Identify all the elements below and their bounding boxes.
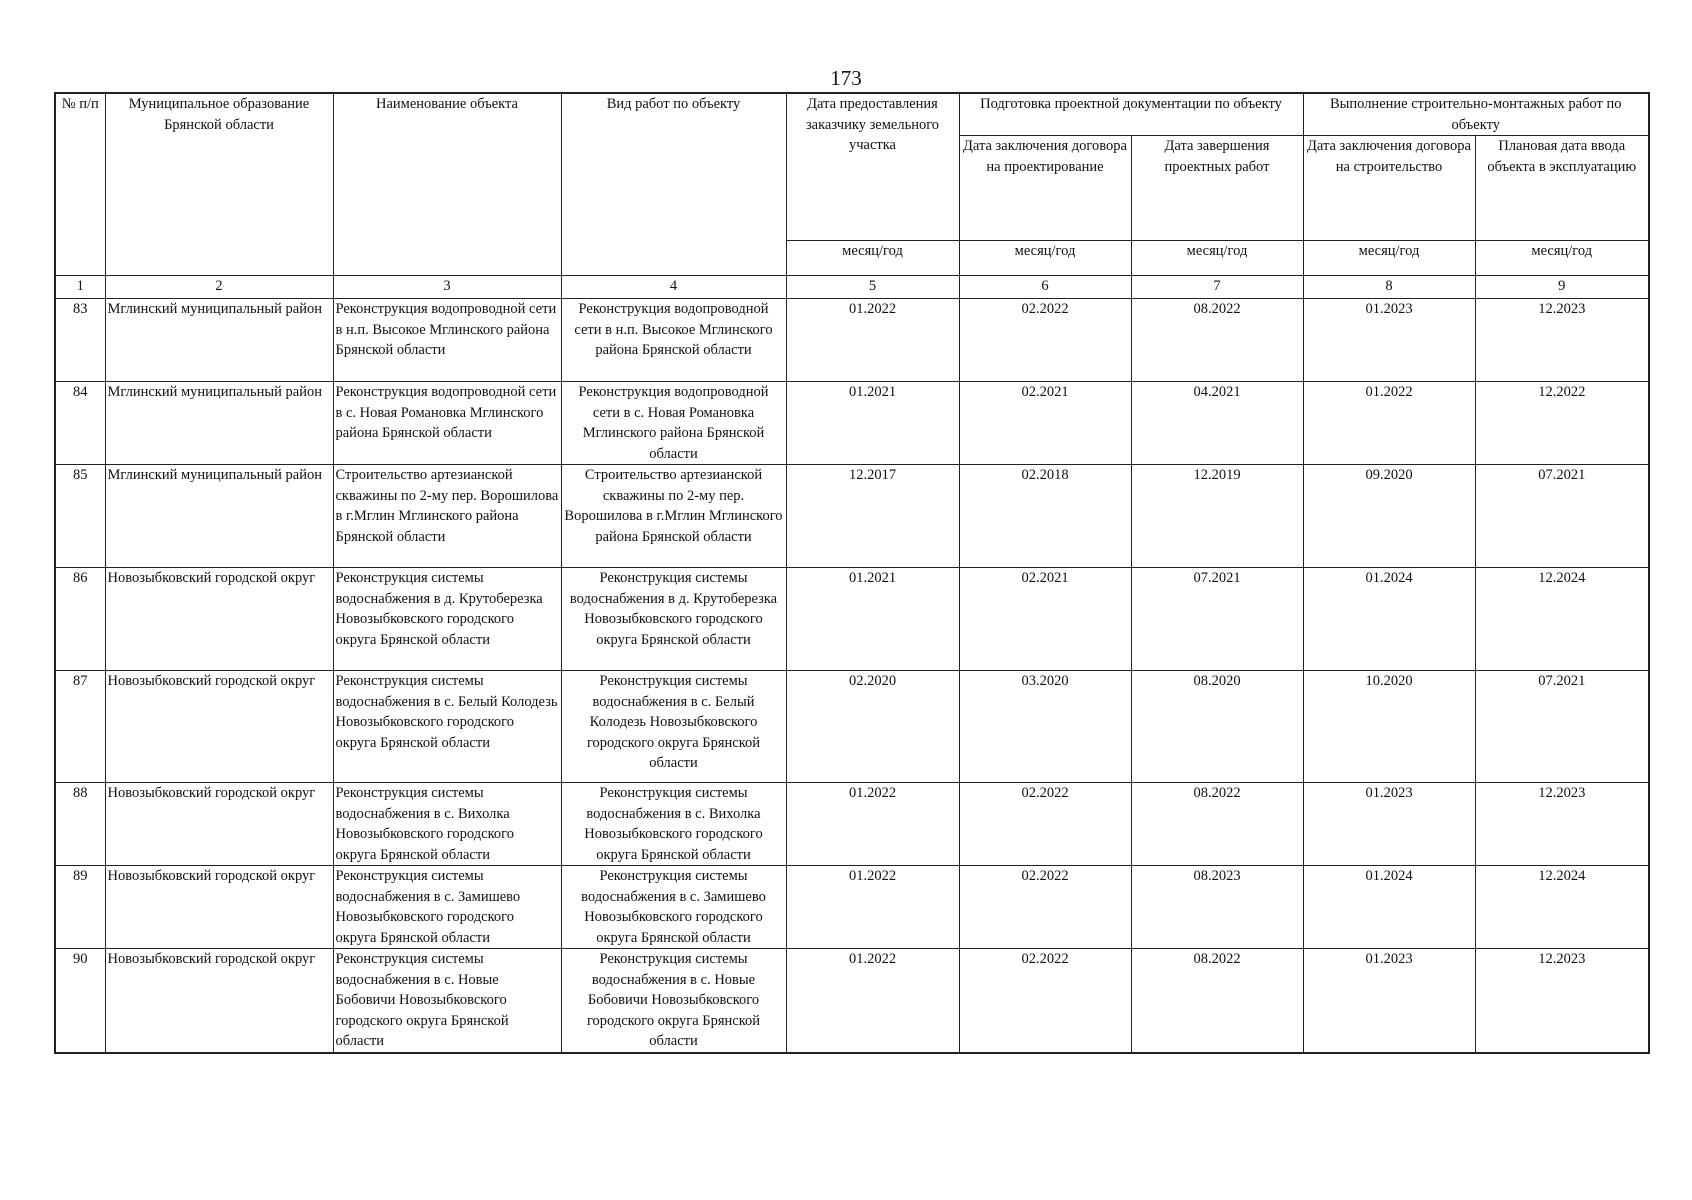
municipality-cell: Мглинский муниципальный район [105,299,333,382]
municipality-cell: Мглинский муниципальный район [105,465,333,568]
design-complete-cell: 04.2021 [1131,382,1303,465]
header-land-date: Дата предоставления заказчику земельного участка [786,93,959,241]
construction-contract-cell: 01.2023 [1303,783,1475,866]
table-row [55,866,1649,949]
table-row [55,568,1649,671]
land-date-cell: 01.2021 [786,382,959,465]
design-contract-cell: 02.2022 [959,949,1131,1053]
table-row [55,949,1649,1053]
design-contract-cell: 02.2022 [959,299,1131,382]
header-construction-group: Выполнение строительно-монтажных работ по объекту [1303,93,1649,136]
row-number: 84 [55,382,105,465]
land-date-cell: 01.2022 [786,866,959,949]
object-name-cell: Реконструкция системы водоснабжения в д. Крутоберезка Новозыбковского городского округа Брянской области [333,568,561,671]
row-number: 86 [55,568,105,671]
construction-contract-cell: 01.2023 [1303,949,1475,1053]
column-number: 8 [1303,276,1475,299]
table-header [55,93,1649,276]
unit-label: месяц/год [959,241,1131,276]
design-complete-cell: 07.2021 [1131,568,1303,671]
construction-contract-cell: 01.2024 [1303,866,1475,949]
design-contract-cell: 03.2020 [959,671,1131,783]
design-contract-cell: 02.2021 [959,382,1131,465]
header-design-group: Подготовка проектной документации по объекту [959,93,1303,136]
object-name-cell: Реконструкция водопроводной сети в с. Новая Романовка Мглинского района Брянской области [333,382,561,465]
construction-contract-cell: 01.2022 [1303,382,1475,465]
unit-label: месяц/год [1303,241,1475,276]
object-name-cell: Реконструкция системы водоснабжения в с. Замишево Новозыбковского городского округа Брянской области [333,866,561,949]
design-complete-cell: 08.2022 [1131,949,1303,1053]
column-number-row [55,276,1649,299]
object-name-cell: Реконструкция системы водоснабжения в с. Белый Колодезь Новозыбковского городского округа Брянской области [333,671,561,783]
column-number: 3 [333,276,561,299]
construction-contract-cell: 10.2020 [1303,671,1475,783]
land-date-cell: 12.2017 [786,465,959,568]
table-row [55,671,1649,783]
column-number: 6 [959,276,1131,299]
unit-label: месяц/год [1475,241,1649,276]
design-contract-cell: 02.2022 [959,783,1131,866]
column-number: 4 [561,276,786,299]
commissioning-cell: 12.2022 [1475,382,1649,465]
object-name-cell: Реконструкция системы водоснабжения в с. Вихолка Новозыбковского городского округа Брянской области [333,783,561,866]
header-design-contract: Дата заключения договора на проектирование [959,136,1131,241]
object-name-cell: Реконструкция системы водоснабжения в с. Новые Бобовичи Новозыбковского городского округа Брянской области [333,949,561,1053]
work-type-cell: Реконструкция системы водоснабжения в с. Белый Колодезь Новозыбковского городского округа Брянской области [561,671,786,783]
municipality-cell: Новозыбковский городской округ [105,783,333,866]
row-number: 88 [55,783,105,866]
construction-contract-cell: 01.2024 [1303,568,1475,671]
design-contract-cell: 02.2021 [959,568,1131,671]
commissioning-cell: 12.2023 [1475,783,1649,866]
commissioning-cell: 12.2024 [1475,866,1649,949]
work-type-cell: Реконструкция системы водоснабжения в с. Замишево Новозыбковского городского округа Брянской области [561,866,786,949]
column-number: 9 [1475,276,1649,299]
land-date-cell: 01.2021 [786,568,959,671]
design-complete-cell: 08.2022 [1131,299,1303,382]
work-type-cell: Строительство артезианской скважины по 2-му пер. Ворошилова в г.Мглин Мглинского района Брянской области [561,465,786,568]
work-type-cell: Реконструкция системы водоснабжения в с. Новые Бобовичи Новозыбковского городского округа Брянской области [561,949,786,1053]
table-row [55,299,1649,382]
column-number: 5 [786,276,959,299]
municipality-cell: Мглинский муниципальный район [105,382,333,465]
municipality-cell: Новозыбковский городской округ [105,949,333,1053]
design-contract-cell: 02.2022 [959,866,1131,949]
unit-label: месяц/год [1131,241,1303,276]
commissioning-cell: 07.2021 [1475,671,1649,783]
table-row [55,465,1649,568]
commissioning-cell: 12.2023 [1475,949,1649,1053]
object-name-cell: Строительство артезианской скважины по 2-му пер. Ворошилова в г.Мглин Мглинского района Брянской области [333,465,561,568]
table-row [55,783,1649,866]
objects-table [54,92,1650,1054]
object-name-cell: Реконструкция водопроводной сети в н.п. Высокое Мглинского района Брянской области [333,299,561,382]
land-date-cell: 01.2022 [786,299,959,382]
design-contract-cell: 02.2018 [959,465,1131,568]
design-complete-cell: 08.2020 [1131,671,1303,783]
header-commissioning: Плановая дата ввода объекта в эксплуатацию [1475,136,1649,241]
row-number: 87 [55,671,105,783]
header-municipality: Муниципальное образование Брянской области [105,93,333,276]
commissioning-cell: 07.2021 [1475,465,1649,568]
land-date-cell: 01.2022 [786,949,959,1053]
commissioning-cell: 12.2023 [1475,299,1649,382]
construction-contract-cell: 09.2020 [1303,465,1475,568]
row-number: 85 [55,465,105,568]
design-complete-cell: 08.2022 [1131,783,1303,866]
work-type-cell: Реконструкция системы водоснабжения в с. Вихолка Новозыбковского городского округа Брянской области [561,783,786,866]
unit-label: месяц/год [786,241,959,276]
header-object-name: Наименование объекта [333,93,561,276]
header-num: № п/п [55,93,105,276]
municipality-cell: Новозыбковский городской округ [105,866,333,949]
header-construction-contract: Дата заключения договора на строительство [1303,136,1475,241]
design-complete-cell: 12.2019 [1131,465,1303,568]
page-number: 173 [830,66,862,90]
table-row [55,382,1649,465]
land-date-cell: 01.2022 [786,783,959,866]
commissioning-cell: 12.2024 [1475,568,1649,671]
header-work-type: Вид работ по объекту [561,93,786,276]
work-type-cell: Реконструкция водопроводной сети в н.п. Высокое Мглинского района Брянской области [561,299,786,382]
municipality-cell: Новозыбковский городской округ [105,568,333,671]
column-number: 7 [1131,276,1303,299]
work-type-cell: Реконструкция системы водоснабжения в д. Крутоберезка Новозыбковского городского округа Брянской области [561,568,786,671]
row-number: 89 [55,866,105,949]
municipality-cell: Новозыбковский городской округ [105,671,333,783]
land-date-cell: 02.2020 [786,671,959,783]
row-number: 90 [55,949,105,1053]
column-number: 1 [55,276,105,299]
header-design-complete: Дата завершения проектных работ [1131,136,1303,241]
table-body [55,276,1649,1053]
work-type-cell: Реконструкция водопроводной сети в с. Новая Романовка Мглинского района Брянской области [561,382,786,465]
design-complete-cell: 08.2023 [1131,866,1303,949]
construction-contract-cell: 01.2023 [1303,299,1475,382]
row-number: 83 [55,299,105,382]
column-number: 2 [105,276,333,299]
